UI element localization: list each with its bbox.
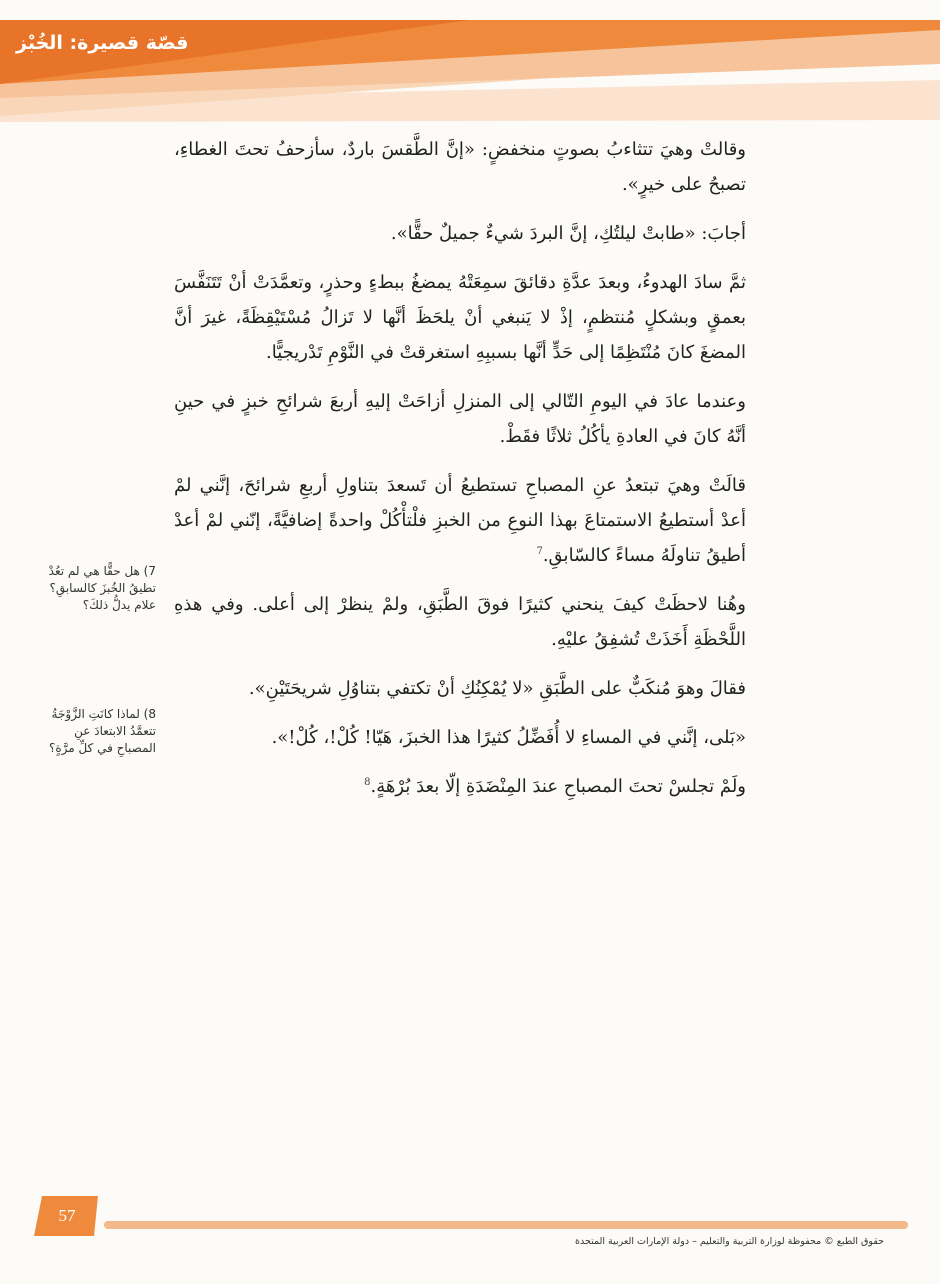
copyright-notice: حقوق الطبع © محفوظة لوزارة التربية والتعليم – دولة الإمارات العربية المتحدة [575, 1236, 884, 1247]
story-paragraph: وهُنا لاحظَتْ كيفَ ينحني كثيرًا فوقَ الطَّبَقِ، ولمْ ينظرْ إلى أعلى. وفي هذهِ اللَّحْظَةِ أَخَذَتْ تُشفِقُ عليْهِ. [174, 594, 746, 650]
story-paragraph-text: قالَتْ وهيَ تبتعدُ عنِ المصباحِ تستطيعُ أن تَسعدَ بتناولِ أربعِ شرائحَ، إنَّني لمْ أعدْ أستطيعُ الاستمتاعَ بهذا النوعِ من الخبزِ فلْتأْكُلْ واحدةً إضافيَّةً، إنّني لمْ أعدْ أطيقُ تناولَهُ مساءً كالسّابقِ. [174, 475, 746, 566]
story-paragraph: ثمَّ سادَ الهدوءُ، وبعدَ عدَّةِ دقائقَ سمِعَتْهُ يمضغُ ببطءٍ وحذرٍ، وتعمَّدَتْ أنْ تَتَنَفَّسَ بعمقٍ وبشكلٍ مُنتظمٍ، إذْ لا يَنبغي أنْ يلحَظَ أنَّها لا تَزالُ مُسْتَيْقِظَةً، غيرَ أنَّ المضغَ كانَ مُنْتَظِمًا إلى حَدٍّ أنَّها بسببِهِ استغرقتْ في النَّوْمِ تَدْريجيًّا. [174, 272, 746, 363]
story-body [174, 132, 746, 818]
story-paragraph: «بَلى، إنَّني في المساءِ لا أُفَضِّلُ كثيرًا هذا الخبزَ، هَيّا! كُلْ!، كُلْ!». [271, 727, 746, 748]
story-paragraph-with-ref [174, 468, 746, 573]
story-paragraph: فقالَ وهوَ مُنكَبٌّ على الطَّبَقِ «لا يُمْكِنُكِ أنْ تكتفي بتناوُلِ شريحَتَيْنِ». [248, 678, 746, 699]
story-paragraph: وعندما عادَ في اليومِ التّالي إلى المنزلِ أزاحَتْ إليهِ أربعَ شرائحِ خبزٍ في حينِ أنَّهُ كانَ في العادةِ يأكُلُ ثلاثًا فقَطْ. [174, 391, 746, 447]
story-paragraph: أجابَ: «طابتْ ليلتُكِ، إنَّ البردَ شيءٌ جميلٌ حقًّا». [390, 223, 746, 244]
story-paragraph-with-ref [174, 769, 746, 804]
page-number: 57 [58, 1206, 76, 1225]
footnote-ref-8: 8 [364, 777, 371, 788]
page-title: قصّة قصيرة: الخُبْز [16, 32, 189, 54]
footnote-ref-7: 7 [536, 546, 543, 557]
side-question-8: 8) لماذا كانَتِ الزَّوْجَةُ تتعمَّدُ الابتعادَ عنِ المصباحِ في كلِّ مرَّةٍ؟ [48, 707, 156, 755]
footer-bar [104, 1219, 908, 1231]
story-paragraph: وقالتْ وهيَ تتثاءبُ بصوتٍ منخفضٍ: «إنَّ الطَّقسَ باردٌ، سأزحفُ تحتَ الغطاءِ، تصبحُ على خيرٍ». [174, 139, 746, 195]
header-banner [0, 0, 940, 125]
story-paragraph-text: ولَمْ تجلسْ تحتَ المصباحِ عندَ المِنْضَدَةِ إلّا بعدَ بُرْهَةٍ. [370, 776, 746, 797]
side-question-7: 7) هل حقًّا هي لم تعُدْ تطيقُ الخُبزَ كالسابقِ؟ علام يدلُّ ذلكَ؟ [48, 564, 156, 612]
